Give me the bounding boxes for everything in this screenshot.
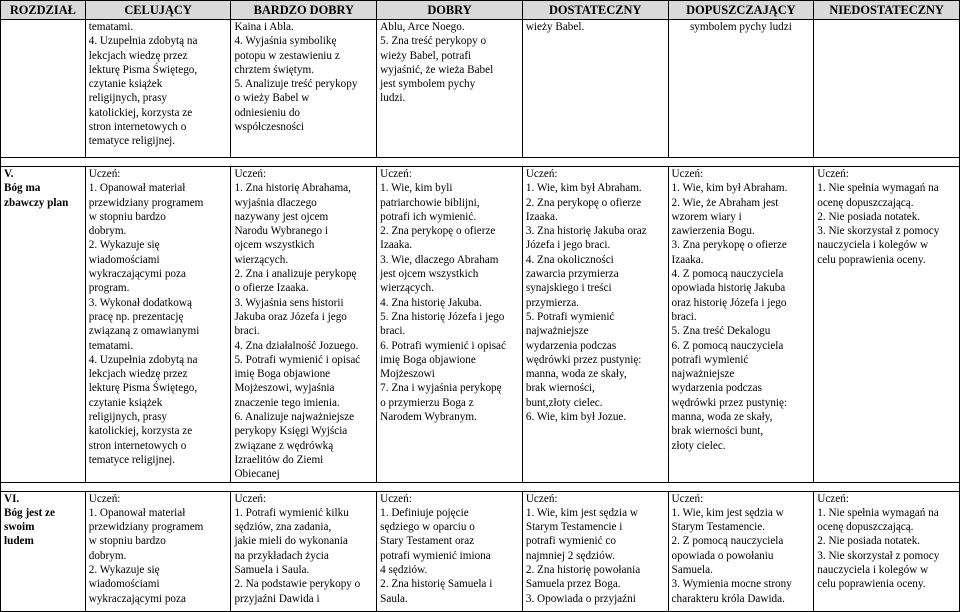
- cell-text-line: Izaaka.: [525, 210, 558, 223]
- cell-text-line: ocenę dopuszczającą.: [817, 521, 914, 534]
- cell-text-line: 5. Zna treść Dekalogu: [671, 325, 771, 338]
- cell-niedostateczny: [814, 167, 960, 483]
- cell-text-line: wydarzenia podczas: [525, 339, 617, 352]
- cell-bardzo-dobry: [231, 20, 377, 158]
- cell-text-line: lekturę Pisma Świętego,: [88, 382, 198, 395]
- cell-text-line: religijnych, prasy: [88, 92, 168, 105]
- cell-text-line: 4 sędziów.: [380, 564, 428, 577]
- header-grade-3: DOSTATECZNY: [522, 1, 668, 20]
- cell-text-line: wiadomościami: [88, 253, 160, 266]
- cell-text-line: związaną z omawianymi: [88, 325, 200, 338]
- cell-text-line: manna, woda ze skały,: [525, 368, 627, 381]
- header-grade-1: NIEDOSTATECZNY: [814, 1, 960, 20]
- cell-text-line: 6. Z pomocą nauczyciela: [671, 339, 784, 352]
- cell-text-line: opowiada o powołaniu: [671, 549, 774, 562]
- cell-text-line: 7. Zna i wyjaśnia perykopę: [380, 382, 502, 395]
- cell-text-line: wieży Babel.: [525, 21, 585, 33]
- cell-text-line: zawierzenia Bogu.: [671, 225, 755, 238]
- cell-text-line: ojcem wszystkich: [234, 239, 315, 252]
- cell-text-line: Mojżeszowi: [380, 368, 435, 381]
- cell-text-line: wiadomościami: [88, 578, 160, 591]
- cell-text-line: przewidziany programem: [88, 521, 204, 534]
- cell-text-line: 4. Zna okoliczności: [525, 253, 614, 266]
- cell-text-line: dobrym.: [88, 225, 127, 238]
- cell-text-line: potrafi ich wymienić.: [380, 210, 477, 223]
- cell-text-line: synajskiego i treści: [525, 282, 612, 295]
- cell-text-line: manna, woda ze skały,: [671, 411, 773, 424]
- cell-text-line: nauczyciela i kolegów w: [817, 564, 929, 577]
- cell-text-line: sędziów, zna zadania,: [234, 521, 332, 534]
- cell-text-line: katolickiej, korzysta ze: [88, 106, 193, 119]
- cell-text-line: dobrym.: [88, 549, 127, 562]
- cell-text-line: 1. Nie spełnia wymagań na: [817, 506, 939, 519]
- cell-text-line: Uczeń:: [234, 168, 267, 180]
- cell-text-line: Izaaka.: [380, 239, 413, 252]
- cell-text-line: 2. Wie, że Abraham jest: [671, 196, 779, 209]
- cell-text-line: 3. Nie skorzystał z pomocy: [817, 549, 940, 562]
- cell-text-line: 1. Opanował materiał: [88, 182, 186, 195]
- cell-text-line: braci.: [234, 325, 260, 338]
- cell-text-line: 1. Wie, kim byli: [380, 182, 453, 195]
- cell-text-line: Starym Testamencie i: [525, 521, 623, 534]
- cell-text-line: Jakuba oraz Józefa i jego: [234, 310, 347, 323]
- cell-text-line: 2. Nie posiada notatek.: [817, 535, 921, 548]
- cell-text-line: Bóg ma: [4, 182, 41, 195]
- cell-text-line: Uczeń:: [525, 492, 558, 505]
- cell-text-line: Samuela i Saula.: [234, 564, 310, 577]
- table-row: [1, 167, 960, 483]
- cell-text-line: Uczeń:: [88, 168, 121, 180]
- cell-text-line: potrafi wymienić co: [525, 535, 616, 548]
- cell-text-line: chrztem świętym.: [234, 63, 314, 76]
- cell-text-line: 1. Wie, kim jest sędzia w: [525, 506, 638, 519]
- cell-text-line: potrafi wymienić: [671, 353, 749, 366]
- cell-text-line: wyjaśnić, że wieża Babel: [380, 63, 494, 76]
- cell-text-line: patriarchowie biblijni,: [380, 196, 480, 209]
- cell-text-line: braci.: [671, 310, 697, 323]
- cell-text-line: współczesności: [234, 121, 305, 134]
- cell-text-line: 2. Zna historię powołania: [525, 564, 641, 577]
- cell-text-line: 5. Potrafi wymienić: [525, 310, 615, 323]
- cell-bardzo-dobry: [231, 167, 377, 483]
- cell-text-line: lekcjach wiedzę przez: [88, 368, 188, 381]
- cell-text-line: związane z wędrówką: [234, 439, 334, 452]
- cell-text-line: 4. Zna historię Jakuba.: [380, 296, 482, 309]
- cell-text-line: zbawczy plan: [4, 196, 69, 209]
- cell-text-line: Stary Testament oraz: [380, 535, 475, 548]
- cell-text-line: religijnych, prasy: [88, 411, 168, 424]
- cell-text-line: bunt,złoty cielec.: [525, 396, 603, 409]
- cell-text-line: 5. Zna treść perykopy o: [380, 35, 487, 48]
- cell-text-line: Uczeń:: [671, 492, 704, 505]
- cell-text-line: przyjaźni Dawida i: [234, 592, 320, 605]
- cell-text-line: celu poprawienia oceny.: [817, 253, 926, 266]
- cell-text-line: 5. Potrafi wymienić i opisać: [234, 353, 361, 366]
- table-row: [1, 491, 960, 611]
- cell-text-line: imię Boga objawione: [380, 353, 476, 366]
- cell-text-line: 2. Nie posiada notatek.: [817, 210, 921, 223]
- cell-text-line: Uczeń:: [671, 168, 704, 180]
- cell-text-line: wyjaśnia dlaczego: [234, 196, 317, 209]
- cell-text-line: Narodu Wybranego i: [234, 225, 329, 238]
- cell-text-line: 6. Analizuje najważniejsze: [234, 411, 355, 424]
- cell-text-line: tematyce religijnej.: [88, 135, 176, 148]
- cell-text-line: 5. Zna historię Józefa i jego: [380, 310, 505, 323]
- cell-text-line: wierzących.: [380, 282, 434, 295]
- cell-text-line: 3. Wyjaśnia sens historii: [234, 296, 344, 309]
- cell-text-line: 1. Wie, kim był Abraham.: [525, 182, 642, 195]
- cell-text-line: Uczeń:: [234, 492, 267, 505]
- cell-text-line: lekturę Pisma Świętego,: [88, 63, 198, 76]
- cell-dobry: [377, 20, 523, 158]
- cell-text-line: czytanie książek: [88, 396, 163, 409]
- header-grade-6: CELUJĄCY: [85, 1, 231, 20]
- cell-text-line: 1. Potrafi wymienić kilku: [234, 506, 349, 519]
- cell-text-line: 4. Z pomocą nauczyciela: [671, 268, 784, 281]
- cell-text-line: 1. Wie, kim jest sędzia w: [671, 506, 784, 519]
- cell-dostateczny: [522, 20, 668, 158]
- cell-dobry: [377, 491, 523, 611]
- cell-text-line: Mojżeszowi, wyjaśnia: [234, 382, 335, 395]
- cell-text-line: ludem: [4, 535, 34, 548]
- cell-dostateczny: [522, 491, 668, 611]
- cell-text-line: 3. Wykonał dodatkową: [88, 296, 192, 309]
- cell-text-line: o ofierze Izaaka.: [234, 282, 309, 295]
- cell-text-line: katolickiej, korzysta ze: [88, 425, 193, 438]
- cell-text-line: czytanie książek: [88, 78, 163, 91]
- cell-text-line: 2. Zna historię Samuela i: [380, 578, 493, 591]
- cell-text-line: 3. Opowiada o przyjaźni: [525, 592, 636, 605]
- cell-text-line: wieży Babel, potrafi: [380, 49, 472, 62]
- section-cell: [1, 20, 86, 158]
- cell-text-line: 2. Z pomocą nauczyciela: [671, 535, 784, 548]
- header-chapter: ROZDZIAŁ: [1, 1, 86, 20]
- cell-text-line: Uczeń:: [380, 168, 412, 180]
- header-grade-5: BARDZO DOBRY: [231, 1, 377, 20]
- cell-niedostateczny: [814, 491, 960, 611]
- cell-text-line: wędrówki przez pustynię:: [525, 353, 642, 366]
- cell-text-line: tematami.: [88, 21, 134, 33]
- cell-text-line: Samuela.: [671, 564, 713, 577]
- cell-dopuszczajacy: [668, 167, 814, 483]
- section-cell: [1, 491, 86, 611]
- cell-text-line: celu poprawienia oceny.: [817, 578, 926, 591]
- cell-text-line: 2. Wykazuje się: [88, 239, 160, 252]
- cell-text-line: złoty cielec.: [671, 439, 726, 452]
- cell-text-line: brak wierności,: [525, 382, 595, 395]
- cell-text-line: zawarcia przymierza: [525, 268, 619, 281]
- cell-text-line: 2. Zna perykopę o ofierze: [380, 225, 496, 238]
- cell-dopuszczajacy: [668, 20, 814, 158]
- cell-text-line: 2. Wykazuje się: [88, 564, 160, 577]
- header-grade-2: DOPUSZCZAJĄCY: [668, 1, 814, 20]
- cell-text-line: 4. Wyjaśnia symbolikę: [234, 35, 337, 48]
- cell-text-line: stron internetowych o: [88, 121, 187, 134]
- cell-text-line: ludzi.: [380, 92, 406, 105]
- cell-text-line: sędziego w oparciu o: [380, 521, 475, 534]
- cell-text-line: symbolem pychy ludzi: [689, 21, 792, 33]
- cell-text-line: na przykładach życia: [234, 549, 329, 562]
- cell-text-line: 6. Wie, kim był Jozue.: [525, 411, 627, 424]
- cell-text-line: znaczenie tego imienia.: [234, 396, 340, 409]
- cell-text-line: 1. Wie, kim był Abraham.: [671, 182, 788, 195]
- cell-text-line: jest symbolem pychy: [380, 78, 476, 91]
- cell-text-line: 4. Uzupełnia zdobytą na: [88, 35, 198, 48]
- cell-text-line: potopu w zestawieniu z: [234, 49, 340, 62]
- cell-text-line: wykraczającymi poza: [88, 268, 186, 281]
- cell-niedostateczny: [814, 20, 960, 158]
- row-gap: [1, 482, 960, 491]
- cell-text-line: w stopniu bardzo: [88, 210, 166, 223]
- cell-text-line: 2. Zna perykopę o ofierze: [525, 196, 642, 209]
- cell-text-line: oraz historię Józefa i jego: [671, 296, 787, 309]
- cell-text-line: o wieży Babel w: [234, 92, 310, 105]
- cell-text-line: ocenę dopuszczającą.: [817, 196, 914, 209]
- cell-text-line: 4. Zna działalność Jozuego.: [234, 339, 359, 352]
- cell-text-line: 3. Wymienia mocne strony: [671, 578, 792, 591]
- cell-text-line: Obiecanej: [234, 468, 280, 481]
- cell-text-line: VI.: [4, 492, 20, 505]
- cell-text-line: 3. Zna historię Jakuba oraz: [525, 225, 647, 238]
- cell-text-line: Ablu, Arce Noego.: [380, 21, 465, 33]
- cell-text-line: Uczeń:: [88, 492, 121, 505]
- cell-text-line: Izraelitów do Ziemi: [234, 453, 324, 466]
- cell-text-line: 1. Definiuje pojęcie: [380, 506, 469, 519]
- cell-text-line: tematami.: [88, 339, 134, 352]
- cell-text-line: braci.: [380, 325, 406, 338]
- cell-text-line: brak wierności bunt,: [671, 425, 764, 438]
- cell-text-line: Samuela przez Boga.: [525, 578, 621, 591]
- cell-text-line: 1. Opanował materiał: [88, 506, 186, 519]
- cell-text-line: opowiada historię Jakuba: [671, 282, 786, 295]
- cell-text-line: 4. Uzupełnia zdobytą na: [88, 353, 198, 366]
- header-grade-4: DOBRY: [377, 1, 523, 20]
- table-row: [1, 20, 960, 158]
- cell-dostateczny: [522, 167, 668, 483]
- cell-text-line: 5. Analizuje treść perykopy: [234, 78, 358, 91]
- cell-text-line: Uczeń:: [525, 168, 558, 180]
- cell-text-line: najważniejsze: [671, 368, 735, 381]
- cell-text-line: lekcjach wiedzę przez: [88, 49, 188, 62]
- cell-text-line: 2. Na podstawie perykopy o: [234, 578, 361, 591]
- cell-text-line: nazywany jest ojcem: [234, 210, 329, 223]
- cell-text-line: 2. Zna i analizuje perykopę: [234, 268, 357, 281]
- row-gap: [1, 158, 960, 167]
- cell-text-line: odniesieniu do: [234, 106, 301, 119]
- cell-text-line: nauczyciela i kolegów w: [817, 239, 929, 252]
- cell-text-line: Starym Testamencie.: [671, 521, 766, 534]
- cell-text-line: 3. Nie skorzystał z pomocy: [817, 225, 940, 238]
- cell-text-line: 1. Nie spełnia wymagań na: [817, 182, 939, 195]
- cell-text-line: wzorem wiary i: [671, 210, 742, 223]
- cell-text-line: Izaaka.: [671, 253, 704, 266]
- cell-text-line: tematyce religijnej.: [88, 453, 176, 466]
- cell-text-line: Uczeń:: [817, 168, 849, 180]
- cell-text-line: Uczeń:: [380, 492, 412, 505]
- section-cell: [1, 167, 86, 483]
- header-row: [1, 1, 960, 20]
- cell-text-line: 3. Zna perykopę o ofierze: [671, 239, 787, 252]
- cell-text-line: Bóg jest ze swoim: [4, 506, 55, 534]
- cell-text-line: perykopy Księgi Wyjścia: [234, 425, 348, 438]
- cell-text-line: 6. Potrafi wymienić i opisać: [380, 339, 506, 352]
- cell-text-line: pracę np. prezentację: [88, 310, 184, 323]
- cell-text-line: Józefa i jego braci.: [525, 239, 611, 252]
- cell-text-line: Narodem Wybranym.: [380, 411, 477, 424]
- cell-text-line: najmniej 2 sędziów.: [525, 549, 615, 562]
- cell-text-line: Saula.: [380, 592, 408, 605]
- cell-text-line: Kaina i Abla.: [234, 21, 294, 33]
- cell-text-line: w stopniu bardzo: [88, 535, 166, 548]
- cell-celujacy: [85, 20, 231, 158]
- cell-text-line: program.: [88, 282, 130, 295]
- cell-text-line: 1. Zna historię Abrahama,: [234, 182, 351, 195]
- cell-text-line: potrafi wymienić imiona: [380, 549, 491, 562]
- cell-text-line: wydarzenia podczas: [671, 382, 762, 395]
- cell-text-line: o przymierzu Boga z: [380, 396, 474, 409]
- cell-celujacy: [85, 491, 231, 611]
- cell-text-line: wierzących.: [234, 253, 289, 266]
- cell-text-line: imię Boga objawione: [234, 368, 331, 381]
- cell-text-line: jest ojcem wszystkich: [380, 268, 479, 281]
- cell-text-line: jakie mieli do wykonania: [234, 535, 348, 548]
- cell-text-line: stron internetowych o: [88, 439, 187, 452]
- cell-text-line: V.: [4, 168, 14, 180]
- cell-text-line: Uczeń:: [817, 492, 849, 505]
- cell-dobry: [377, 167, 523, 483]
- cell-text-line: wykraczającymi poza: [88, 592, 186, 605]
- cell-text-line: charakteru króla Dawida.: [671, 592, 785, 605]
- cell-text-line: przymierza.: [525, 296, 579, 309]
- cell-text-line: przewidziany programem: [88, 196, 204, 209]
- cell-bardzo-dobry: [231, 491, 377, 611]
- cell-text-line: wędrówki przez pustynię:: [671, 396, 788, 409]
- cell-text-line: 3. Wie, dlaczego Abraham: [380, 253, 499, 266]
- cell-celujacy: [85, 167, 231, 483]
- cell-text-line: najważniejsze: [525, 325, 589, 338]
- cell-dopuszczajacy: [668, 491, 814, 611]
